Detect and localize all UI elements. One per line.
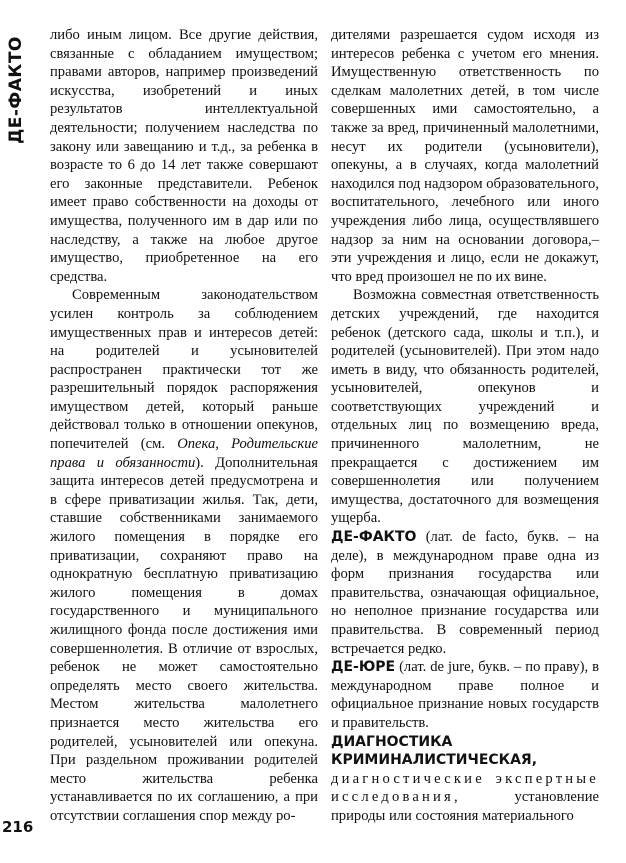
entry-text-de-facto: (лат. de facto, букв. – на деле), в международном праве одна из форм признания государства или правительства, означающая официальное, но неполное признание государства или правительства. В современный период встречается редко.	[331, 529, 599, 657]
entry-term-de-facto: ДЕ-ФАКТО	[331, 529, 417, 546]
entry-spaced-text-diagnostics: диагностические экспертные исследования,	[331, 770, 599, 806]
entry-text-diagnostics: установление природы или состояния материального	[331, 789, 599, 824]
right-paragraph-2: Возможна совместная ответственность детских учреждений, где находится ребенок (детского сада, школы и т.п.), и родителей (усыновителей). При этом надо иметь в виду, что обязанность родителей, усыновителей, опекунов и соответствующих учреждений и отдельных лиц по возмещению вреда, причиненного малолетним, не прекращается с достижением им совершеннолетия или получением имущества, достаточного для возмещения ущерба.	[331, 287, 599, 527]
running-head-text: ДЕ-ФАКТО	[6, 36, 26, 144]
left-paragraph-2-end: ). Дополнительная защита интересов детей предусмотрена и в сфере приватизации жилья. Так, дети, ставшие собственниками занимаемого жилого помещения в порядке его приватизации, сохраняют право на однократную бесплатную приватизацию жилого помещения в домах государственного и муниципального жилищного фонда после достижения ими совершеннолетия. В отличие от взрослых, ребенок не может самостоятельно определять место своего жительства. Местом жительства малолетнего признается место жительства его родителей, усыновителей или опекуна. При раздельном проживании родителей место жительства ребенка устанавливается по их соглашению, а при отсутствии соглашения спор между ро-	[50, 454, 318, 824]
running-head	[6, 30, 26, 150]
left-paragraph-1: либо иным лицом. Все другие действия, связанные с обладанием имуществом; правами авторов, например произведений искусства, изобретений и иных результатов интеллектуальной деятельности; получением наследства по закону или завещанию и т.д., за ребенка в возрасте то 6 до 14 лет также совершают его законные представители. Ребенок имеет право собственности на доходы от имущества, полученного им в дар или по наследству, а также на любое другое имущество, приобретенное на его средства.	[50, 27, 318, 285]
entry-de-facto	[331, 528, 599, 658]
entry-term-de-jure: ДЕ-ЮРЕ	[331, 659, 396, 676]
left-paragraph-2-start: Современным законодательством усилен контроль за соблюдением имущественных прав и интересов детей: на родителей и усыновителей распространен практически тот же разрешительный порядок распоряжения имуществом детей, который раньше действовал только в отношении опекунов, попечителей (см.	[50, 287, 318, 453]
left-column	[50, 26, 318, 826]
entry-de-jure	[331, 658, 599, 732]
page-number: 216	[2, 818, 34, 836]
right-column	[331, 26, 599, 826]
entry-term-diagnostics: ДИАГНОСТИКА КРИМИНАЛИСТИЧЕСКАЯ,	[331, 733, 538, 769]
left-paragraph-2	[50, 286, 318, 825]
right-paragraph-1: дителями разрешается судом исходя из интересов ребенка с учетом его мнения. Имущественную ответственность по сделкам малолетних детей, в том числе совершенных ими самостоятельно, а также за вред, причиненный малолетними, несут их родители (усыновители), опекуны, а в случаях, когда малолетний находился под надзором образовательного, воспитательного, лечебного или иного учреждения либо лица, осуществлявшего надзор за ним на основании договора,– эти учреждения и лицо, если не докажут, что вред произошел не по их вине.	[331, 27, 599, 285]
entry-diagnostics	[331, 733, 599, 826]
entry-text-de-jure: (лат. de jure, букв. – по праву), в международном праве полное и официальное признание новых государств и правительств.	[331, 659, 599, 731]
cross-reference: Опека, Родительские права и обязанности	[50, 436, 318, 471]
